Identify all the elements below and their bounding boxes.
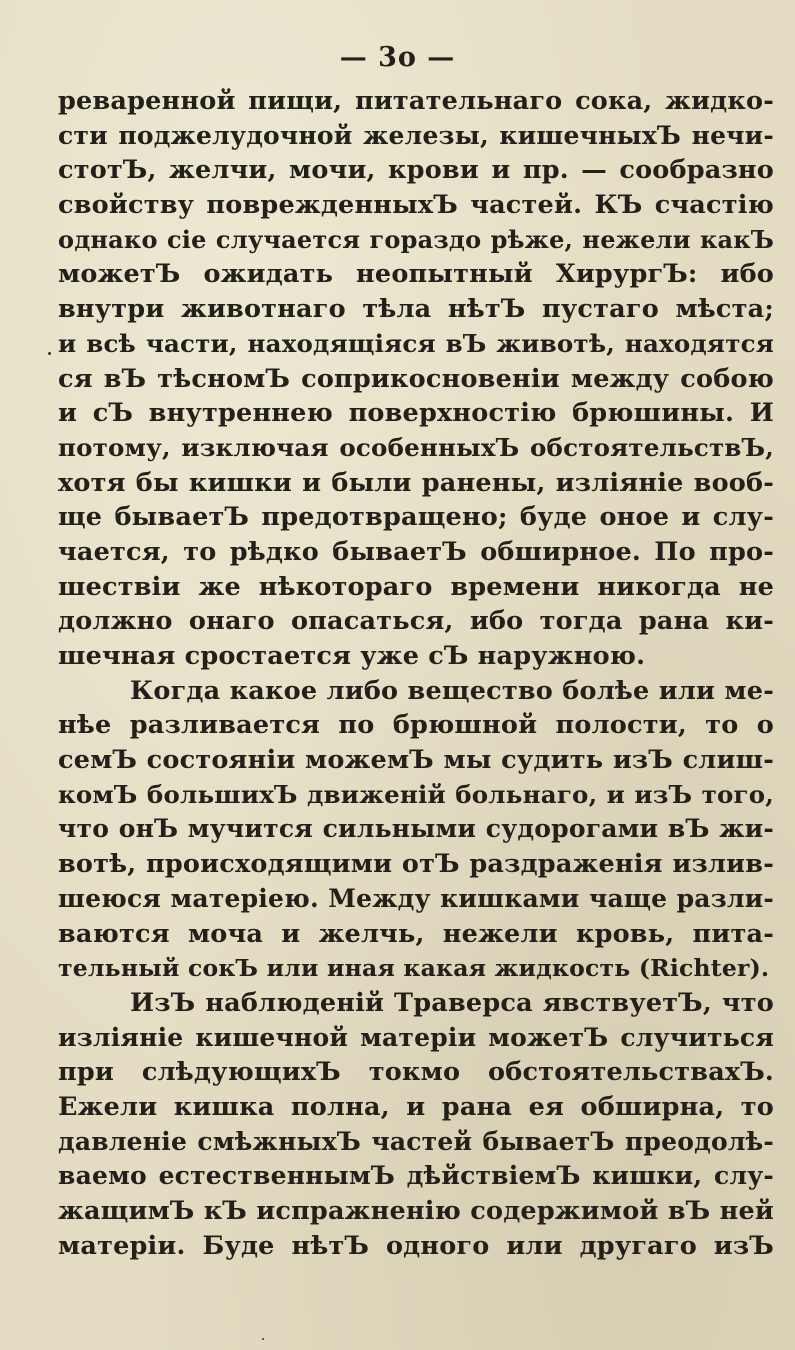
text-line: ще бываетЪ предотвращено; буде оное и слу-: [58, 502, 774, 533]
text-line: и всѣ части, находящіяся вЪ животѣ, находятся: [58, 328, 774, 358]
text-line: шечная сростается уже сЪ наружною.: [58, 641, 646, 671]
text-line: Когда какое либо вещество болѣе или ме-: [130, 675, 774, 706]
text-line: можетЪ ожидать неопытный ХирургЪ: ибо: [58, 259, 774, 290]
text-line: и сЪ внутреннею поверхностію брюшины. И: [58, 398, 774, 429]
print-speck: [262, 1338, 264, 1340]
text-line: при слѣдующихЪ токмо обстоятельствахЪ.: [58, 1057, 774, 1088]
text-line: потому, изключая особенныхЪ обстоятельствЪ,: [58, 432, 774, 462]
text-line: шествіи же нѣкотораго времени никогда не: [58, 571, 774, 602]
text-line: свойству поврежденныхЪ частей. КЪ счастію: [58, 190, 774, 221]
text-line: давленіе смѣжныхЪ частей бываетЪ преодолѣ-: [58, 1126, 774, 1156]
paragraph: [58, 674, 774, 986]
paragraph: [58, 986, 774, 1264]
text-line: Ежели кишка полна, и рана ея обширна, то: [58, 1091, 774, 1122]
text-line: изліяніе кишечной матеріи можетЪ случиться: [58, 1022, 774, 1052]
text-line: ИзЪ наблюденій Траверса явствуетЪ, что: [130, 987, 774, 1018]
text-line: ся вЪ тѣсномЪ соприкосновеніи между собою: [58, 363, 774, 394]
text-line: комЪ большихЪ движеній больнаго, и изЪ того,: [58, 779, 774, 809]
print-speck: [48, 352, 51, 355]
text-line: ваемо естественнымЪ дѣйствіемЪ кишки, слу-: [58, 1161, 774, 1191]
text-line: хотя бы кишки и были ранены, изліяніе вооб-: [58, 467, 774, 498]
text-line: ваются моча и желчь, нежели кровь, пита-: [58, 918, 774, 949]
text-line: семЪ состояніи можемЪ мы судить изЪ слиш-: [58, 745, 774, 776]
text-line: матеріи. Буде нѣтЪ одного или другаго изЪ: [58, 1230, 774, 1261]
text-line: реваренной пищи, питательнаго сока, жидко-: [58, 86, 774, 116]
page-number: — 3о —: [339, 42, 456, 73]
text-line: вотѣ, происходящими отЪ раздраженія излив-: [58, 849, 774, 880]
text-line: сти поджелудочной железы, кишечныхЪ нечи-: [58, 120, 774, 150]
text-line: тельный сокЪ или иная какая жидкость (Richter).: [58, 954, 770, 983]
text-line: что онЪ мучится сильными судорогами вЪ жи-: [58, 814, 774, 844]
text-line: должно онаго опасаться, ибо тогда рана ки-: [58, 606, 774, 637]
body-text: [58, 84, 774, 1263]
paragraph: [58, 84, 774, 674]
text-line: чается, то рѣдко бываетЪ обширное. По про-: [58, 536, 774, 567]
text-line: однако сіе случается гораздо рѣже, нежели какЪ: [58, 224, 774, 254]
text-line: стотЪ, желчи, мочи, крови и пр. — сообразно: [58, 155, 774, 186]
text-line: шеюся матеріею. Между кишками чаще разли-: [58, 883, 774, 913]
text-line: внутри животнаго тѣла нѣтЪ пустаго мѣста;: [58, 294, 774, 325]
text-line: жащимЪ кЪ испражненію содержимой вЪ ней: [58, 1196, 774, 1226]
text-line: нѣе разливается по брюшной полости, то о: [58, 710, 774, 741]
